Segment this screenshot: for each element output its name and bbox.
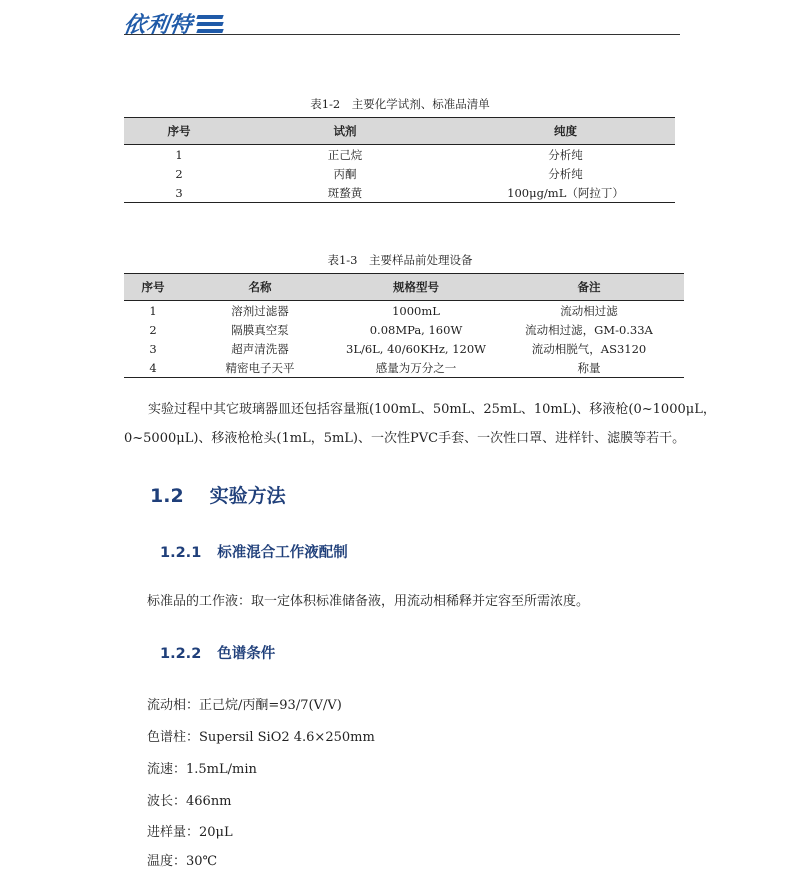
equipment-table — [124, 273, 684, 378]
table-cell: 1 — [175, 147, 183, 162]
table-cell: 分析纯 — [548, 166, 583, 181]
table-cell: 丙酮 — [333, 166, 357, 181]
table-cell: 4 — [124, 358, 182, 378]
paragraph-line: 实验过程中其它玻璃器皿还包括容量瓶(100mL、50mL、25mL、10mL)、移液枪(0~1000μL， — [148, 402, 716, 417]
table-header-row — [124, 274, 684, 301]
table-cell: 流动相过滤，GM-0.33A — [525, 322, 653, 337]
table-cell: 2 — [175, 166, 183, 181]
table-cell: 斑蝥黄 — [234, 183, 456, 203]
table-cell: 正己烷 — [327, 147, 363, 162]
table-header-cell: 试剂 — [234, 118, 456, 145]
table-header-cell: 名称 — [182, 274, 338, 301]
reagents-table — [124, 117, 675, 203]
table-header-row — [124, 118, 675, 145]
condition-wavelength: 波长：466nm — [147, 794, 232, 809]
subsection-number: 1.2.2 — [160, 646, 202, 662]
table-header-cell: 序号 — [124, 118, 234, 145]
table-row — [124, 358, 684, 378]
condition-mobile-phase: 流动相：正己烷/丙酮=93/7(V/V) — [147, 698, 342, 713]
table-cell: 隔膜真空泵 — [231, 322, 289, 337]
table-cell: 3 — [149, 341, 157, 356]
table-row — [124, 183, 675, 203]
subsection-title: 色谱条件 — [217, 646, 276, 662]
table-header-cell: 纯度 — [456, 118, 675, 145]
table1-caption: 表1-2 主要化学试剂、标准品清单 — [310, 97, 490, 111]
table-header-cell: 备注 — [494, 274, 684, 301]
table-row — [124, 164, 675, 183]
table-cell: 100μg/mL（阿拉丁） — [456, 183, 675, 203]
table-cell: 超声清洗器 — [231, 341, 289, 356]
table-header-cell: 序号 — [124, 274, 182, 301]
table-cell: 1 — [149, 303, 157, 318]
condition-injection-volume: 进样量：20μL — [147, 825, 233, 840]
subsection-number: 1.2.1 — [160, 545, 202, 561]
table-row — [124, 301, 684, 321]
table2-caption: 表1-3 主要样品前处理设备 — [327, 253, 473, 267]
table-cell: 0.08MPa, 160W — [369, 322, 463, 337]
table-row — [124, 339, 684, 358]
table-cell: 3 — [124, 183, 234, 203]
table-cell: 流动相脱气，AS3120 — [531, 341, 647, 356]
paragraph-line: 0~5000μL)、移液枪枪头(1mL，5mL)、一次性PVC手套、一次性口罩、进样针、滤膜等若干。 — [124, 431, 686, 446]
table-row — [124, 320, 684, 339]
table-cell: 分析纯 — [548, 147, 583, 162]
logo-text: 依利特 — [121, 13, 195, 38]
glassware-paragraph — [124, 395, 716, 453]
table-row — [124, 145, 675, 165]
section-heading — [150, 481, 286, 508]
table-cell: 1000mL — [392, 303, 440, 318]
table-cell: 溶剂过滤器 — [231, 303, 289, 318]
table-cell: 称量 — [494, 358, 684, 378]
table-header-cell: 规格型号 — [338, 274, 494, 301]
condition-column: 色谱柱：Supersil SiO2 4.6×250mm — [147, 730, 375, 745]
table-cell: 感量为万分之一 — [338, 358, 494, 378]
header-divider — [124, 34, 680, 35]
condition-flow-rate: 流速：1.5mL/min — [147, 762, 257, 777]
working-solution-paragraph: 标准品的工作液：取一定体积标准储备液，用流动相稀释并定容至所需浓度。 — [147, 594, 590, 609]
section-title: 实验方法 — [209, 485, 286, 507]
logo-bars-icon — [197, 15, 223, 33]
table-cell: 3L/6L, 40/60KHz, 120W — [346, 341, 486, 356]
table-cell: 2 — [149, 322, 157, 337]
section-number: 1.2 — [150, 485, 184, 507]
subsection-heading — [160, 642, 275, 663]
subsection-heading — [160, 541, 348, 562]
table-cell: 精密电子天平 — [182, 358, 338, 378]
table-cell: 流动相过滤 — [560, 303, 618, 318]
condition-temperature: 温度：30℃ — [147, 854, 218, 869]
subsection-title: 标准混合工作液配制 — [217, 545, 348, 561]
